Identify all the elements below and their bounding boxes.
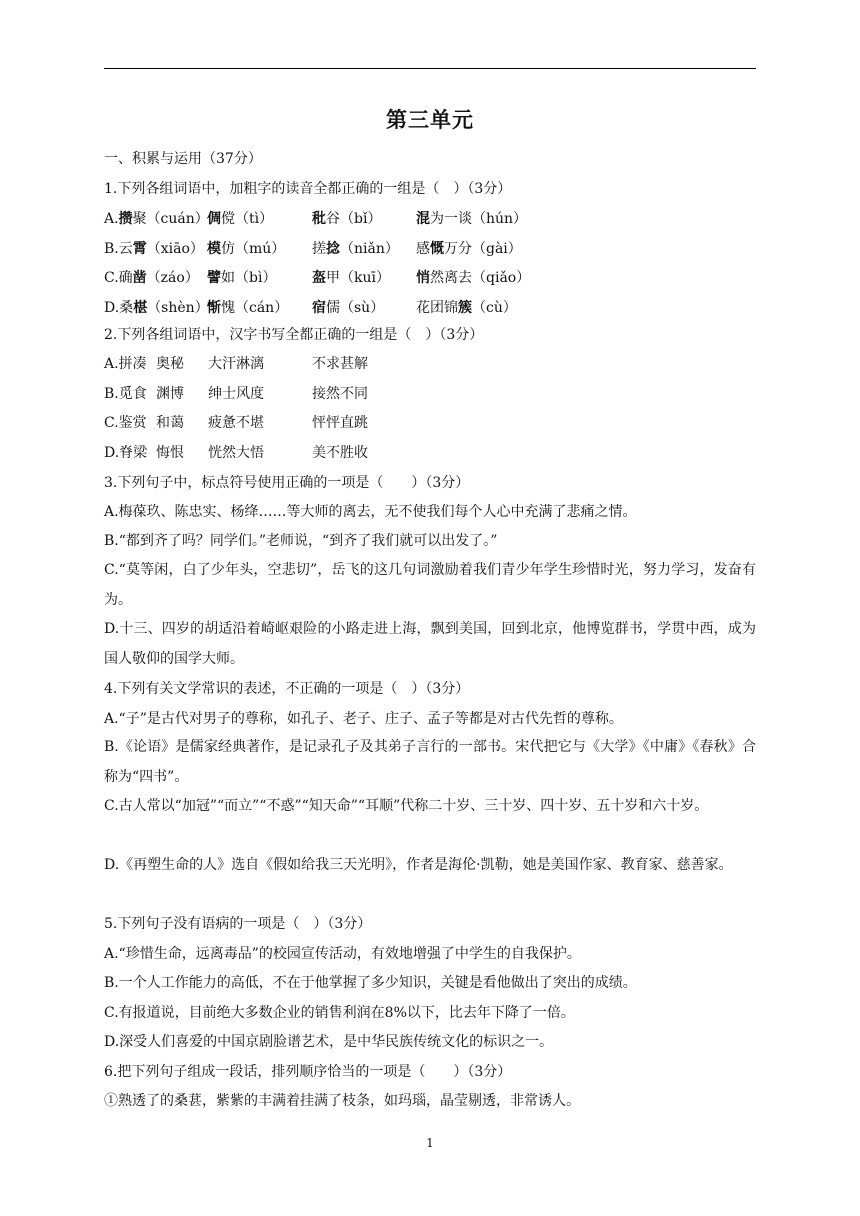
word-text: 儒（sù）: [326, 300, 385, 316]
word-text: （shèn）: [147, 300, 209, 316]
bold-char: 凿: [132, 270, 147, 286]
q5-option-b: B.一个人工作能力的高低，不在于他掌握了多少知识，关键是看他做出了突出的成绩。: [104, 975, 637, 991]
word-text: 花团锦: [416, 300, 458, 316]
bold-char: 盔: [312, 270, 326, 286]
word-text: （xiāo）: [146, 241, 204, 257]
q2-word: 怦怦直跳: [312, 415, 368, 431]
q2-word: 接然不同: [312, 386, 368, 402]
q1-word: [104, 299, 209, 317]
page-number: 1: [426, 1136, 434, 1150]
word-text: （niǎn）: [340, 241, 399, 257]
q5-option-c: C.有报道说，目前绝大多数企业的销售利润在8%以下，比去年下降了一倍。: [104, 1005, 575, 1021]
word-text: A.: [104, 211, 119, 227]
word-text: 仿（mú）: [221, 241, 286, 257]
bold-char: 惭: [207, 300, 221, 316]
q2-word: D.脊梁: [104, 445, 148, 461]
bold-char: 秕: [312, 211, 326, 227]
q3-stem: 3.下列句子中，标点符号使用正确的一项是（ ）（3分）: [104, 475, 470, 491]
word-text: 如（bì）: [221, 270, 277, 286]
q2-word: 疲惫不堪: [208, 415, 264, 431]
q1-word: [207, 210, 273, 228]
q1-word: [312, 240, 399, 258]
word-text: （cù）: [472, 300, 517, 316]
section-heading: 一、积累与运用（37分）: [104, 151, 262, 167]
bold-char: 捻: [326, 241, 340, 257]
word-text: （záo）: [146, 270, 199, 286]
bold-char: 簇: [458, 300, 472, 316]
bold-char: 悄: [416, 270, 430, 286]
bold-char: 譬: [207, 270, 221, 286]
q1-word: [104, 210, 209, 228]
word-text: 万分（gài）: [444, 241, 522, 257]
q1-word: [312, 269, 390, 287]
bold-char: 椹: [133, 300, 148, 316]
word-text: 为一谈（hún）: [430, 211, 528, 227]
q1-word: [207, 269, 276, 287]
q6-stem: 6.把下列句子组成一段话，排列顺序恰当的一项是（ ）（3分）: [104, 1064, 512, 1080]
q4-option-a: A.“子”是古代对男子的尊称，如孔子、老子、庄子、孟子等都是对古代先哲的尊称。: [104, 711, 623, 727]
q4-option-c: C.古人常以“加冠”“而立”“不惑”“知天命”“耳顺”代称二十岁、三十岁、四十岁、五十岁和六十岁。: [104, 798, 709, 814]
q2-word: C.鉴赏: [104, 415, 147, 431]
q2-word: 和蔼: [156, 415, 184, 431]
word-text: 愧（cán）: [221, 300, 289, 316]
word-text: 谷（bǐ）: [326, 211, 382, 227]
q4-option-b: B.《论语》是儒家经典著作，是记录孔子及其弟子言行的一部书。宋代把它与《大学》《中庸》《春秋》合称为“四书”。: [104, 739, 756, 785]
q5-option-a: A.“珍惜生命，远离毒品”的校园宣传活动，有效地增强了中学生的自我保护。: [104, 946, 581, 962]
word-text: C.确: [104, 270, 133, 286]
q1-word: [416, 269, 530, 287]
q1-stem: 1.下列各组词语中，加粗字的读音全都正确的一组是（ ）（3分）: [104, 181, 512, 197]
q2-word: 大汗淋漓: [208, 356, 264, 372]
q1-word: [416, 240, 522, 258]
q3-option-a: A.梅葆玖、陈忠实、杨绛……等大师的离去，无不使我们每个人心中充满了悲痛之情。: [104, 504, 637, 520]
q6-sentence-1: ①熟透了的桑葚，紫紫的丰满着挂满了枝条，如玛瑙，晶莹剔透，非常诱人。: [104, 1093, 580, 1109]
word-text: 然离去（qiǎo）: [430, 270, 531, 286]
q1-word: [416, 210, 527, 228]
bold-char: 模: [207, 241, 221, 257]
q2-word: 不求甚解: [312, 356, 368, 372]
q2-word: 奥秘: [156, 356, 184, 372]
q1-word: [312, 299, 384, 317]
q1-word: [416, 299, 517, 317]
q2-word: 美不胜收: [312, 445, 368, 461]
header-rule: [104, 68, 756, 69]
q2-word: B.觅食: [104, 386, 147, 402]
q2-word: 恍然大悟: [208, 445, 264, 461]
page-title: 第三单元: [386, 107, 474, 132]
q4-option-d: D.《再塑生命的人》选自《假如给我三天光明》，作者是海伦·凯勒，她是美国作家、教育家、慈善家。: [104, 857, 733, 873]
q2-word: 绅士风度: [208, 386, 264, 402]
q1-word: [207, 299, 288, 317]
bold-char: 慨: [430, 241, 444, 257]
bold-char: 混: [416, 211, 430, 227]
q2-word: 渊博: [156, 386, 184, 402]
word-text: 聚（cuán）: [132, 211, 209, 227]
q1-word: [104, 269, 199, 287]
bold-char: 宿: [312, 300, 326, 316]
word-text: 甲（kuī）: [326, 270, 390, 286]
bold-char: 倜: [207, 211, 221, 227]
q3-option-d: D.十三、四岁的胡适沿着崎岖艰险的小路走进上海，飘到美国，回到北京，他博览群书，学贯中西，成为国人敬仰的国学大师。: [104, 621, 756, 667]
q2-word: 悔恨: [156, 445, 184, 461]
word-text: B.云: [104, 241, 133, 257]
q2-word: A.拼凑: [104, 356, 147, 372]
q1-word: [312, 210, 381, 228]
word-text: D.桑: [104, 300, 134, 316]
q4-stem: 4.下列有关文学常识的表述，不正确的一项是（ ）（3分）: [104, 681, 470, 697]
q1-word: [207, 240, 285, 258]
q1-word: [104, 240, 204, 258]
q5-stem: 5.下列句子没有语病的一项是（ ）（3分）: [104, 916, 372, 932]
bold-char: 霄: [132, 241, 147, 257]
q2-stem: 2.下列各组词语中，汉字书写全都正确的一组是（ ）（3分）: [104, 327, 484, 343]
q3-option-c: C.“莫等闲，白了少年头，空悲切”，岳飞的这几句词激励着我们青少年学生珍惜时光，努力学习，发奋有为。: [104, 562, 756, 608]
bold-char: 攒: [118, 211, 133, 227]
q5-option-d: D.深受人们喜爱的中国京剧脸谱艺术，是中华民族传统文化的标识之一。: [104, 1034, 554, 1050]
word-text: 搓: [312, 241, 326, 257]
q3-option-b: B.“都到齐了吗？同学们。”老师说，“到齐了我们就可以出发了。”: [104, 533, 498, 549]
word-text: 傥（tì）: [221, 211, 274, 227]
word-text: 感: [416, 241, 430, 257]
